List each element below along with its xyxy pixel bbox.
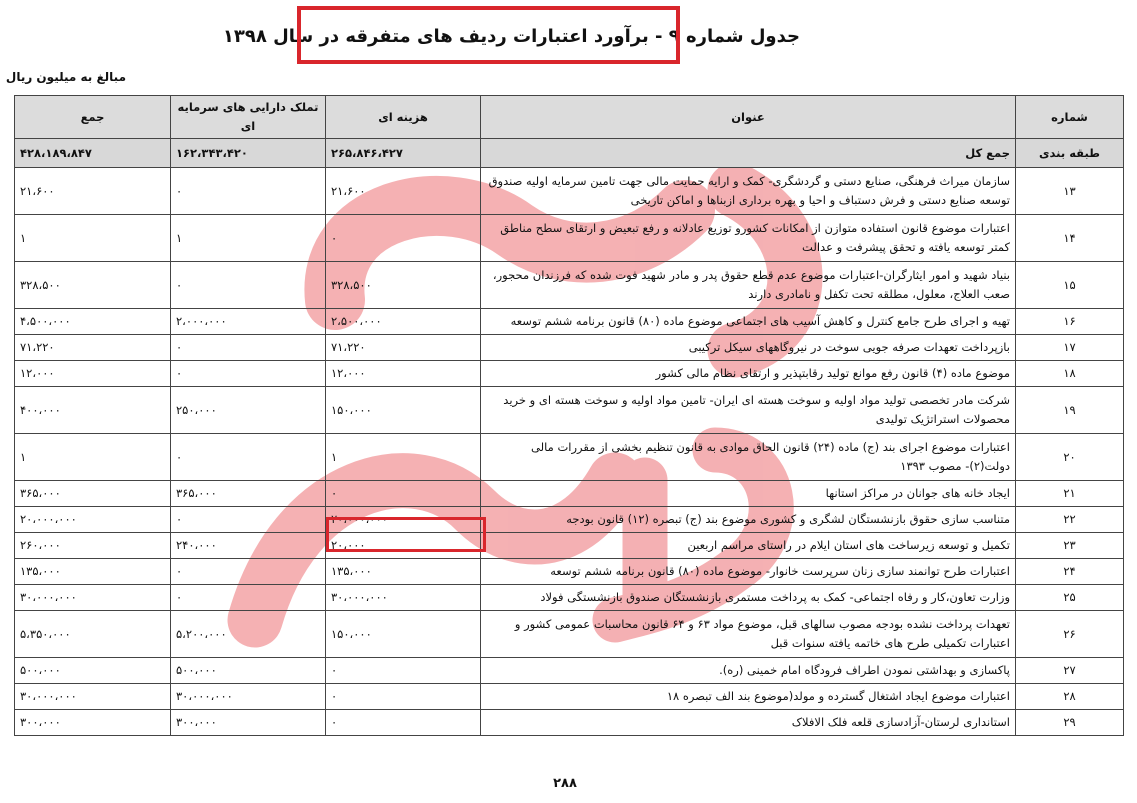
row-title: وزارت تعاون،کار و رفاه اجتماعی- کمک به پرداخت مستمری بازنشستگان صندوق بازنشستگی فولاد <box>481 585 1016 611</box>
row-capital: ۲۴۰،۰۰۰ <box>171 533 326 559</box>
row-code: ۱۷ <box>1016 335 1124 361</box>
page-number: ۲۸۸ <box>553 776 577 791</box>
table-row <box>15 611 1124 658</box>
row-current: ۰ <box>326 215 481 262</box>
row-code: ۱۶ <box>1016 309 1124 335</box>
row-total: ۵،۳۵۰،۰۰۰ <box>15 611 171 658</box>
row-title: اعتبارات طرح توانمند سازی زنان سرپرست خانوار- موضوع ماده (۸۰) قانون برنامه ششم توسعه <box>481 559 1016 585</box>
row-code: ۱۴ <box>1016 215 1124 262</box>
header-capital: تملک دارایی های سرمایه ای <box>171 96 326 139</box>
row-capital: ۳۰،۰۰۰،۰۰۰ <box>171 684 326 710</box>
row-title: استانداری لرستان-آزادسازی قلعه فلک الافلاک <box>481 710 1016 736</box>
row-title: اعتبارات موضوع اجرای بند (ج) ماده (۲۴) قانون الحاق موادی به قانون تنظیم بخشی از مقررات مالی دولت(۲)- مصوب ۱۳۹۳ <box>481 434 1016 481</box>
row-title: بنیاد شهید و امور ایثارگران-اعتبارات موضوع عدم قطع حقوق پدر و مادر شهید فوت شده که فرزندان محجور، صعب العلاج، معلول، مطلقه تحت تکفل و نامادری دارند <box>481 262 1016 309</box>
row-code: ۲۴ <box>1016 559 1124 585</box>
row-code: ۲۸ <box>1016 684 1124 710</box>
row-total: ۱ <box>15 215 171 262</box>
row-code: ۲۷ <box>1016 658 1124 684</box>
grand-total-category: طبقه بندی <box>1016 139 1124 168</box>
table-row <box>15 585 1124 611</box>
table-row <box>15 361 1124 387</box>
row-capital: ۰ <box>171 507 326 533</box>
table-row <box>15 387 1124 434</box>
header-code: شماره <box>1016 96 1124 139</box>
table-row <box>15 215 1124 262</box>
row-capital: ۰ <box>171 335 326 361</box>
row-title: متناسب سازی حقوق بازنشستگان لشگری و کشوری موضوع بند (ج) تبصره (۱۲) قانون بودجه <box>481 507 1016 533</box>
row-code: ۲۳ <box>1016 533 1124 559</box>
row-capital: ۰ <box>171 434 326 481</box>
row-current: ۳۲۸،۵۰۰ <box>326 262 481 309</box>
row-code: ۲۰ <box>1016 434 1124 481</box>
grand-total-sum: ۴۲۸،۱۸۹،۸۴۷ <box>15 139 171 168</box>
row-current: ۱۵۰،۰۰۰ <box>326 387 481 434</box>
table-row <box>15 559 1124 585</box>
row-current: ۲۱،۶۰۰ <box>326 168 481 215</box>
row-current: ۱۵۰،۰۰۰ <box>326 611 481 658</box>
row-total: ۴،۵۰۰،۰۰۰ <box>15 309 171 335</box>
row-current: ۰ <box>326 658 481 684</box>
row-current: ۰ <box>326 684 481 710</box>
row-current: ۱ <box>326 434 481 481</box>
header-current: هزینه ای <box>326 96 481 139</box>
row-capital: ۱ <box>171 215 326 262</box>
table-row <box>15 481 1124 507</box>
table-row <box>15 533 1124 559</box>
row-capital: ۵،۲۰۰،۰۰۰ <box>171 611 326 658</box>
header-total: جمع <box>15 96 171 139</box>
row-capital: ۲۵۰،۰۰۰ <box>171 387 326 434</box>
row-code: ۲۲ <box>1016 507 1124 533</box>
row-capital: ۰ <box>171 262 326 309</box>
table-row <box>15 335 1124 361</box>
row-current: ۰ <box>326 710 481 736</box>
row-total: ۲۶۰،۰۰۰ <box>15 533 171 559</box>
row-title: تعهدات پرداخت نشده بودجه مصوب سالهای قبل، موضوع مواد ۶۳ و ۶۴ قانون محاسبات عمومی کشور و اعتبارات تکمیلی طرح های خاتمه یافته سنوات قبل <box>481 611 1016 658</box>
row-current: ۰ <box>326 481 481 507</box>
row-current: ۲۰،۰۰۰ <box>326 533 481 559</box>
row-current: ۱۲،۰۰۰ <box>326 361 481 387</box>
row-code: ۱۸ <box>1016 361 1124 387</box>
row-capital: ۰ <box>171 585 326 611</box>
row-capital: ۰ <box>171 361 326 387</box>
budget-table <box>14 95 1124 736</box>
row-capital: ۰ <box>171 168 326 215</box>
row-current: ۳۰،۰۰۰،۰۰۰ <box>326 585 481 611</box>
row-code: ۱۳ <box>1016 168 1124 215</box>
row-total: ۲۰،۰۰۰،۰۰۰ <box>15 507 171 533</box>
table-row <box>15 658 1124 684</box>
row-total: ۱۳۵،۰۰۰ <box>15 559 171 585</box>
row-total: ۷۱،۲۲۰ <box>15 335 171 361</box>
row-total: ۲۱،۶۰۰ <box>15 168 171 215</box>
row-title: شرکت مادر تخصصی تولید مواد اولیه و سوخت هسته ای ایران- تامین مواد اولیه و سوخت هسته ای و خرید محصولات استراتژیک تولیدی <box>481 387 1016 434</box>
units-note: مبالغ به میلیون ریال <box>5 70 126 84</box>
row-title: سازمان میراث فرهنگی، صنایع دستی و گردشگری- کمک و ارایه حمایت مالی جهت تامین سرمایه اولیه صندوق توسعه صنایع دستی و فرش دستباف و احیا و بهره برداری ازبناها و اماکن تاریخی <box>481 168 1016 215</box>
row-title: ایجاد خانه های جوانان در مراکز استانها <box>481 481 1016 507</box>
row-title: تهیه و اجرای طرح جامع کنترل و کاهش آسیب های اجتماعی موضوع ماده (۸۰) قانون برنامه ششم توسعه <box>481 309 1016 335</box>
row-total: ۵۰۰،۰۰۰ <box>15 658 171 684</box>
row-capital: ۵۰۰،۰۰۰ <box>171 658 326 684</box>
row-total: ۳۶۵،۰۰۰ <box>15 481 171 507</box>
row-code: ۲۱ <box>1016 481 1124 507</box>
table-row <box>15 434 1124 481</box>
table-row <box>15 507 1124 533</box>
row-current: ۷۱،۲۲۰ <box>326 335 481 361</box>
row-total: ۳۲۸،۵۰۰ <box>15 262 171 309</box>
row-title: پاکسازی و بهداشتی نمودن اطراف فرودگاه امام خمینی (ره). <box>481 658 1016 684</box>
row-title: اعتبارات موضوع ایجاد اشتغال گسترده و مولد(موضوع بند الف تبصره ۱۸ <box>481 684 1016 710</box>
row-total: ۱ <box>15 434 171 481</box>
table-row <box>15 309 1124 335</box>
row-code: ۱۹ <box>1016 387 1124 434</box>
row-current: ۱۳۵،۰۰۰ <box>326 559 481 585</box>
row-code: ۲۹ <box>1016 710 1124 736</box>
row-current: ۲۰،۰۰۰،۰۰۰ <box>326 507 481 533</box>
row-title: اعتبارات موضوع قانون استفاده متوازن از امکانات کشورو توزیع عادلانه و رفع تبعیض و ارتقای سطح مناطق کمتر توسعه یافته و تحقق پیشرفت و عدالت <box>481 215 1016 262</box>
table-row <box>15 684 1124 710</box>
table-row <box>15 710 1124 736</box>
row-total: ۳۰،۰۰۰،۰۰۰ <box>15 684 171 710</box>
row-current: ۲،۵۰۰،۰۰۰ <box>326 309 481 335</box>
row-title: بازپرداخت تعهدات صرفه جویی سوخت در نیروگاههای سیکل ترکیبی <box>481 335 1016 361</box>
row-title: موضوع ماده (۴) قانون رفع موانع تولید رقابتپذیر و ارتقای نظام مالی کشور <box>481 361 1016 387</box>
page-title: جدول شماره ۹ - برآورد اعتبارات ردیف های متفرقه در سال ۱۳۹۸ <box>222 26 800 47</box>
row-capital: ۳۰۰،۰۰۰ <box>171 710 326 736</box>
row-capital: ۳۶۵،۰۰۰ <box>171 481 326 507</box>
row-code: ۲۵ <box>1016 585 1124 611</box>
row-total: ۴۰۰،۰۰۰ <box>15 387 171 434</box>
grand-total-label: جمع کل <box>481 139 1016 168</box>
table-row <box>15 262 1124 309</box>
title-highlight-box <box>297 6 680 64</box>
row-code: ۱۵ <box>1016 262 1124 309</box>
row-total: ۳۰،۰۰۰،۰۰۰ <box>15 585 171 611</box>
header-title: عنوان <box>481 96 1016 139</box>
row-total: ۳۰۰،۰۰۰ <box>15 710 171 736</box>
grand-total-current: ۲۶۵،۸۴۶،۴۲۷ <box>326 139 481 168</box>
grand-total-row <box>15 139 1124 168</box>
row-capital: ۰ <box>171 559 326 585</box>
row-code: ۲۶ <box>1016 611 1124 658</box>
grand-total-capital: ۱۶۲،۳۴۳،۴۲۰ <box>171 139 326 168</box>
row-title: تکمیل و توسعه زیرساخت های استان ایلام در راستای مراسم اربعین <box>481 533 1016 559</box>
table-row <box>15 168 1124 215</box>
table-header-row <box>15 96 1124 139</box>
row-total: ۱۲،۰۰۰ <box>15 361 171 387</box>
row-22-highlight-box <box>326 517 486 552</box>
row-capital: ۲،۰۰۰،۰۰۰ <box>171 309 326 335</box>
